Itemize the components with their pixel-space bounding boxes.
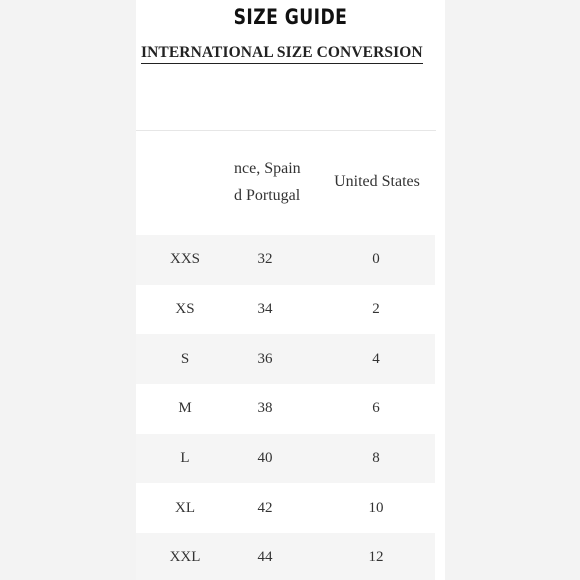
table-row: [136, 285, 435, 335]
us-size-cell: 6: [372, 400, 380, 417]
column-header-united-states: United States: [334, 173, 420, 190]
eu-size-cell: 40: [257, 450, 273, 467]
table-row: [136, 235, 435, 285]
size-cell: M: [178, 400, 192, 417]
size-cell: XXL: [169, 549, 201, 566]
us-size-cell: 4: [372, 350, 380, 367]
table-row: [136, 384, 435, 434]
eu-size-cell: 34: [257, 301, 273, 318]
divider: [136, 130, 436, 131]
eu-size-cell: 32: [257, 251, 273, 268]
eu-size-cell: 42: [257, 499, 273, 516]
size-cell: XXS: [169, 251, 200, 268]
page-title: SIZE GUIDE: [233, 5, 348, 29]
size-table-body: [136, 235, 435, 580]
size-guide-panel: [136, 0, 445, 580]
column-header-line: d Portugal: [234, 187, 301, 204]
size-cell: S: [180, 350, 190, 367]
table-row: [136, 533, 435, 580]
us-size-cell: 2: [372, 301, 380, 318]
us-size-cell: 12: [368, 549, 384, 566]
column-header-line: nce, Spain: [234, 160, 301, 177]
table-row: [136, 334, 435, 384]
size-cell: XL: [175, 499, 195, 516]
table-row: [136, 483, 435, 533]
section-heading: INTERNATIONAL SIZE CONVERSION: [141, 44, 423, 64]
us-size-cell: 8: [372, 450, 380, 467]
eu-size-cell: 36: [257, 350, 273, 367]
us-size-cell: 10: [368, 499, 384, 516]
size-cell: XS: [175, 301, 195, 318]
eu-size-cell: 44: [257, 549, 273, 566]
table-row: [136, 434, 435, 484]
us-size-cell: 0: [372, 251, 380, 268]
column-header-france-spain-portugal: [234, 155, 314, 209]
size-cell: L: [180, 450, 190, 467]
eu-size-cell: 38: [257, 400, 273, 417]
